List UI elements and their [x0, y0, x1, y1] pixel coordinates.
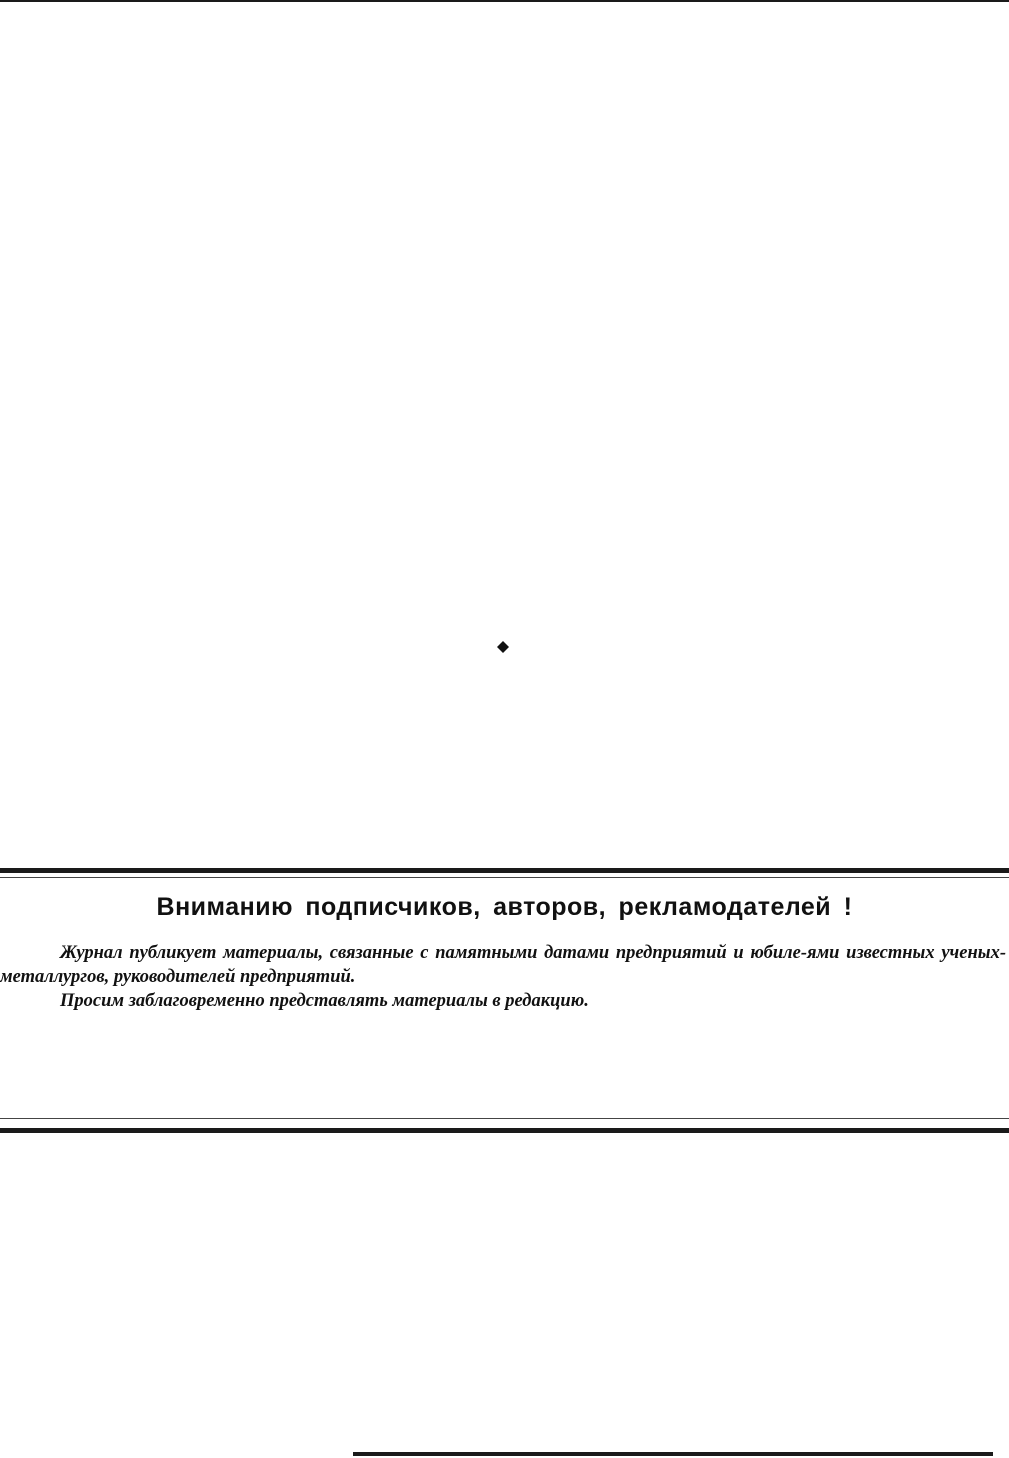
notice-top-thick-rule [0, 868, 1009, 873]
notice-bottom-thick-rule [0, 1128, 1009, 1133]
notice-box [0, 868, 1009, 1136]
notice-paragraph-publications: Журнал публикует материалы, связанные с памятными датами предприятий и юбиле-ями известных ученых-металлургов, руководителей предприятий. [0, 943, 1006, 987]
notice-body [0, 941, 1006, 1013]
notice-paragraph-request: Просим заблаговременно представлять материалы в редакцию. [60, 991, 589, 1011]
notice-bottom-thin-rule [0, 1118, 1009, 1119]
top-rule [0, 0, 1009, 2]
diamond-ornament-icon [497, 641, 509, 653]
notice-heading: Вниманию подписчиков, авторов, рекламодателей ! [156, 893, 853, 921]
footer-rule [353, 1452, 993, 1456]
notice-top-thin-rule [0, 877, 1009, 878]
